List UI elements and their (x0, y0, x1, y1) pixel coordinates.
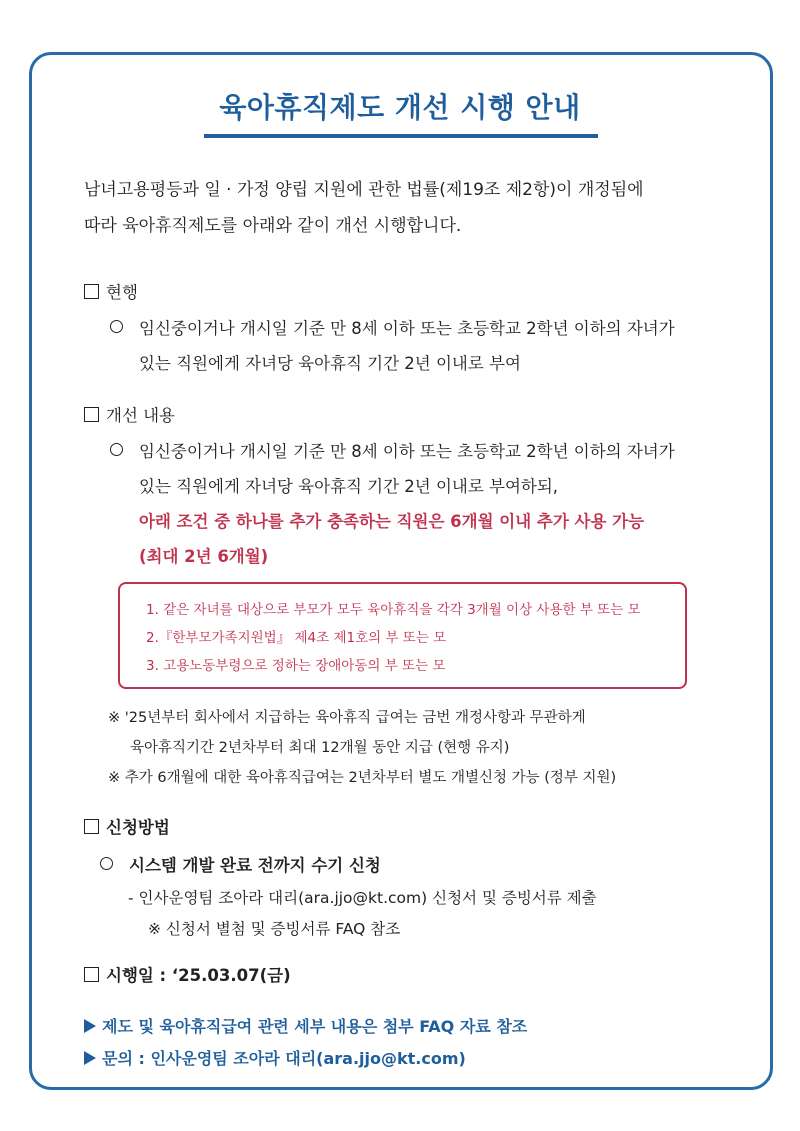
footer-faq-note: 제도 및 육아휴직급여 관련 세부 내용은 첨부 FAQ 자료 참조 (84, 1014, 527, 1037)
triangle-right-icon (84, 1051, 96, 1065)
checkbox-square-icon (84, 967, 99, 982)
section-apply-heading: 신청방법 (84, 814, 170, 838)
footer-contact: 문의 : 인사운영팀 조아라 대리(ara.jjo@kt.com) (84, 1046, 466, 1069)
current-bullet: 임신중이거나 개시일 기준 만 8세 이하 또는 초등학교 2학년 이하의 자녀가 있는 직원에게 자녀당 육아휴직 기간 2년 이내로 부여 (110, 311, 675, 381)
intro-line: 따라 육아휴직제도를 아래와 같이 개선 시행합니다. (84, 216, 462, 236)
condition-item: 2.『한부모가족지원법』 제4조 제1호의 부 또는 모 (146, 630, 447, 646)
section-improved-heading: 개선 내용 (84, 402, 175, 426)
section-current-heading: 현행 (84, 279, 138, 303)
note-line: ※ '25년부터 회사에서 지급하는 육아휴직 급여는 금번 개정사항과 무관하게 (108, 710, 586, 726)
circle-bullet-icon (110, 443, 123, 456)
apply-sub: - 인사운영팀 조아라 대리(ara.jjo@kt.com) 신청서 및 증빙서류 제출 (128, 889, 597, 907)
note-line: 육아휴직기간 2년차부터 최대 12개월 동안 지급 (현행 유지) (130, 740, 510, 756)
circle-bullet-icon (110, 320, 123, 333)
checkbox-square-icon (84, 407, 99, 422)
condition-item: 3. 고용노동부령으로 정하는 장애아동의 부 또는 모 (146, 658, 446, 674)
highlight-line: (최대 2년 6개월) (139, 547, 269, 566)
checkbox-square-icon (84, 819, 99, 834)
intro-line: 남녀고용평등과 일 · 가정 양립 지원에 관한 법률(제19조 제2항)이 개정됨에 (84, 180, 644, 200)
page-title: 육아휴직제도 개선 시행 안내 (219, 91, 581, 124)
apply-subnote: ※ 신청서 별첨 및 증빙서류 FAQ 참조 (148, 920, 401, 938)
conditions-box (118, 582, 687, 689)
checkbox-square-icon (84, 284, 99, 299)
circle-bullet-icon (100, 857, 113, 870)
condition-item: 1. 같은 자녀를 대상으로 부모가 모두 육아휴직을 각각 3개월 이상 사용한 부 또는 모 (146, 602, 641, 618)
highlight-line: 아래 조건 중 하나를 추가 충족하는 직원은 6개월 이내 추가 사용 가능 (139, 512, 645, 531)
intro-paragraph (84, 172, 744, 244)
apply-bullet: 시스템 개발 완료 전까지 수기 신청 (100, 852, 381, 876)
note-line: ※ 추가 6개월에 대한 육아휴직급여는 2년차부터 별도 개별신청 가능 (정부 지원) (108, 770, 617, 786)
section-effective-heading: 시행일 : ‘25.03.07(금) (84, 962, 291, 986)
improved-bullet: 임신중이거나 개시일 기준 만 8세 이하 또는 초등학교 2학년 이하의 자녀가 있는 직원에게 자녀당 육아휴직 기간 2년 이내로 부여하되, 아래 조건 중 하나를 추가 충족하는 직원은 6개월 이내 추가 사용 가능 (최대 2년 6개월) (110, 434, 675, 574)
title-underline (204, 134, 598, 138)
triangle-right-icon (84, 1019, 96, 1033)
